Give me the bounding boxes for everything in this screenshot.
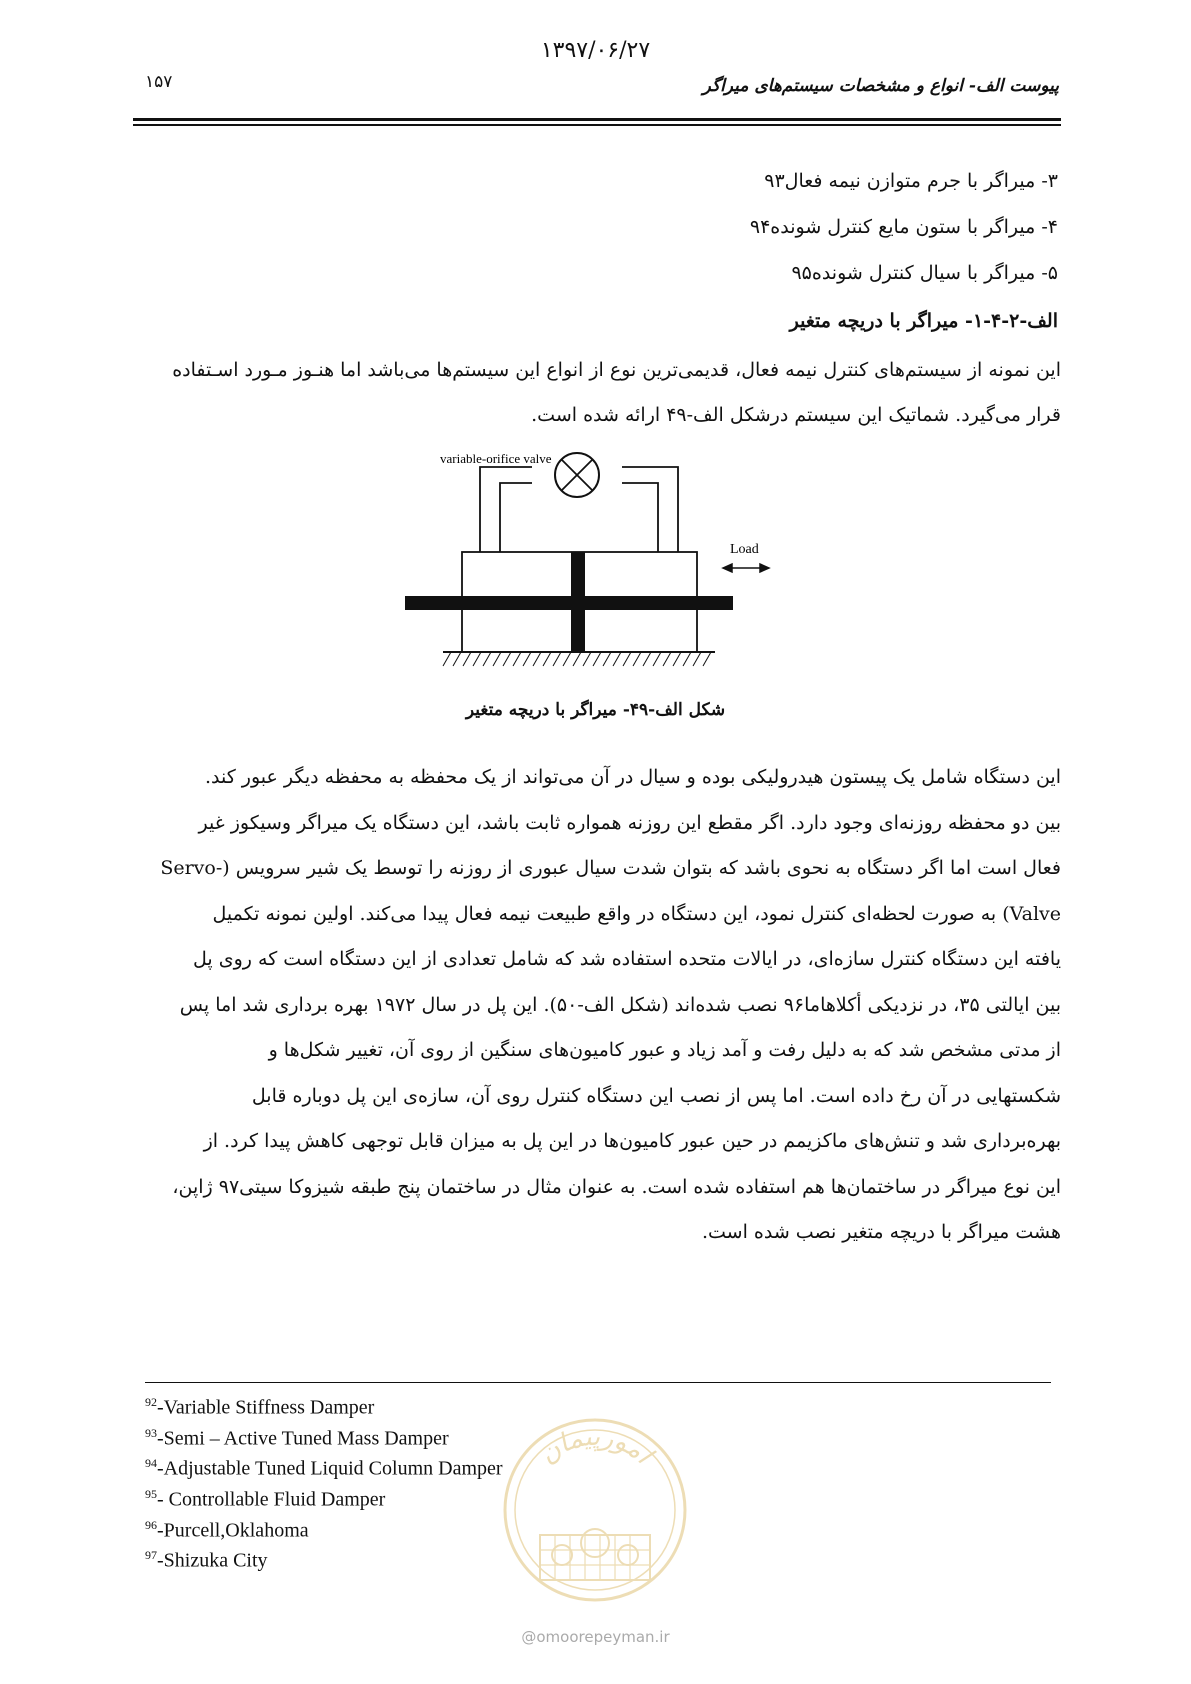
footnote-text: -Purcell,Oklahoma <box>157 1519 309 1542</box>
footnote <box>145 1421 503 1452</box>
paragraph-intro <box>133 348 1061 438</box>
load-arrow-icon <box>723 564 769 572</box>
footnote-number: 95 <box>145 1486 157 1501</box>
footnote-text: -Semi – Active Tuned Mass Damper <box>157 1427 449 1450</box>
header-rule-thin <box>133 124 1061 126</box>
footnote <box>145 1543 503 1574</box>
watermark-seal-logo <box>500 1415 690 1605</box>
footnote <box>145 1390 503 1421</box>
header-rule-thick <box>133 118 1061 121</box>
footnote-text: -Adjustable Tuned Liquid Column Damper <box>157 1457 503 1480</box>
footnote-number: 97 <box>145 1548 157 1563</box>
paragraph-description <box>133 755 1061 1256</box>
footnote <box>145 1513 503 1544</box>
footnote <box>145 1482 503 1513</box>
paragraph-line: هشت میراگر با دریچه متغیر نصب شده است. <box>701 1221 1061 1243</box>
piston-head <box>571 552 585 652</box>
paragraph-line: بین ایالتی ۳۵، در نزدیکی أکلاهاما۹۶ نصب شده‌اند (شکل الف-۵۰). این پل در سال ۱۹۷۲ بهره برداری شد اما پس <box>179 993 1061 1016</box>
paragraph-line: فعال است اما اگر دستگاه به نحوی باشد که بتوان شدت سیال عبوری از روزنه را توسط یک شیر سرویس (-Servo <box>160 857 1061 879</box>
paragraph-line: Valve) به صورت لحظه‌ای کنترل نمود، این دستگاه در واقع طبیعت نیمه فعال پیدا می‌کند. اولین نمونه تکمیل <box>212 902 1061 925</box>
footnote-text: -Variable Stiffness Damper <box>157 1396 375 1419</box>
variable-orifice-damper-figure <box>405 440 795 680</box>
footnote-number: 93 <box>145 1425 157 1440</box>
paragraph-line: شکستهایی در آن رخ داده است. اما پس از نصب این دستگاه کنترل روی آن، سازه‌ی این پل دوباره قابل <box>251 1084 1061 1107</box>
paragraph-line: بین دو محفظه روزنه‌ای وجود دارد. اگر مقطع این روزنه همواره ثابت باشد، این دستگاه یک میراگر وسیکوز غیر <box>198 811 1061 834</box>
figure-caption: شکل الف-۴۹- میراگر با دریچه متغیر <box>465 700 726 720</box>
ground-hatching <box>443 652 711 666</box>
section-heading: الف-۲-۴-۱- میراگر با دریچه متغیر <box>789 310 1058 332</box>
paragraph-line: این نوع میراگر در ساختمان‌ها هم استفاده شده است. به عنوان مثال در ساختمان پنج طبقه شیزوکا سیتی۹۷ ژاپن، <box>172 1175 1061 1198</box>
valve-label: variable-orifice valve <box>440 451 552 466</box>
seal-text: امورپیمان <box>533 1421 658 1470</box>
list-item: ۵- میراگر با سیال کنترل شونده۹۵ <box>791 262 1058 284</box>
paragraph-line: این نمونه از سیستم‌های کنترل نیمه فعال، قدیمی‌ترین نوع از انواع این سیستم‌ها می‌باشد اما هنـوز مـورد اسـتفاده <box>172 359 1061 381</box>
footnote-text: - Controllable Fluid Damper <box>157 1488 386 1511</box>
paragraph-line: یافته این دستگاه کنترل سازه‌ای، در ایالات متحده استفاده شد که شامل تعدادی از این دستگاه است که روی پل <box>193 948 1061 970</box>
footnote-number: 94 <box>145 1456 157 1471</box>
paragraph-line: بهره‌برداری شد و تنش‌های ماکزیمم در حین عبور کامیون‌ها در این پل به میزان قابل توجهی کاهش پیدا کرد. از <box>203 1130 1061 1152</box>
piston-rod <box>405 596 733 610</box>
page-number: ۱۵۷ <box>145 72 173 92</box>
paragraph-line: قرار می‌گیرد. شماتیک این سیستم درشکل الف-۴۹ ارائه شده است. <box>531 404 1061 426</box>
paragraph-line: این دستگاه شامل یک پیستون هیدرولیکی بوده و سیال در آن می‌تواند از یک محفظه به محفظه دیگر عبور کند. <box>204 766 1061 788</box>
list-item: ۳- میراگر با جرم متوازن نیمه فعال۹۳ <box>764 170 1058 192</box>
paragraph-line: از مدتی مشخص شد که به دلیل رفت و آمد زیاد و عبور کامیون‌های سنگین از روی آن، تغییر شکل‌ها و <box>268 1039 1061 1061</box>
footnotes <box>145 1390 503 1574</box>
valve-icon <box>555 453 599 497</box>
watermark-url: @omoorepeyman.ir <box>521 1628 670 1646</box>
footnote-number: 92 <box>145 1395 157 1409</box>
list-item: ۴- میراگر با ستون مایع کنترل شونده۹۴ <box>749 216 1058 238</box>
load-label: Load <box>730 542 759 557</box>
running-title: پیوست الف- انواع و مشخصات سیستم‌های میراگر <box>702 76 1059 96</box>
document-date: ۱۳۹۷/۰۶/۲۷ <box>540 38 651 63</box>
footnote-number: 96 <box>145 1517 157 1532</box>
footnote-rule <box>145 1382 1051 1383</box>
footnote-text: -Shizuka City <box>157 1549 268 1572</box>
footnote <box>145 1451 503 1482</box>
